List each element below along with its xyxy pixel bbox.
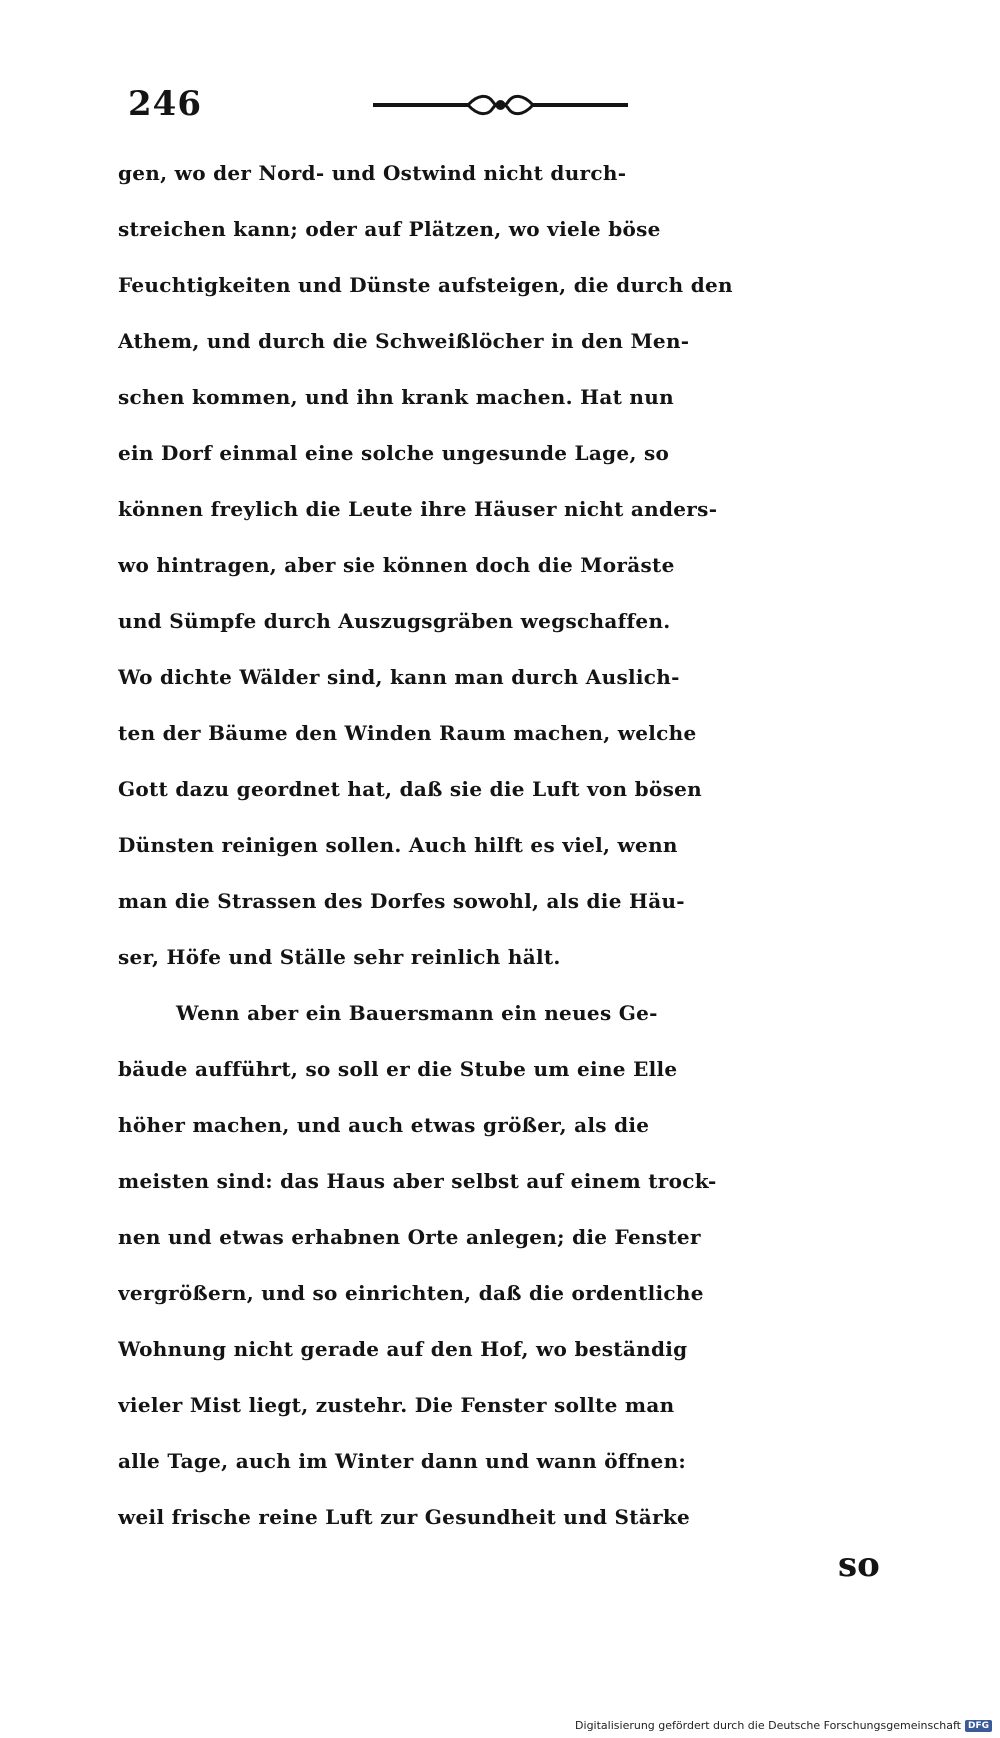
text-line: Wenn aber ein Bauersmann ein neues Ge- xyxy=(176,1001,658,1025)
text-line: können freylich die Leute ihre Häuser nicht anders- xyxy=(118,497,718,521)
text-line: Wohnung nicht gerade auf den Hof, wo beständig xyxy=(118,1337,688,1361)
text-line: alle Tage, auch im Winter dann und wann öffnen: xyxy=(118,1449,687,1473)
digitization-credit xyxy=(575,1719,992,1732)
text-line: weil frische reine Luft zur Gesundheit und Stärke xyxy=(118,1505,691,1529)
page-number: 246 xyxy=(128,84,202,124)
credit-text: Digitalisierung gefördert durch die Deutsche Forschungsgemeinschaft xyxy=(575,1719,961,1732)
text-line: ten der Bäume den Winden Raum machen, welche xyxy=(118,721,697,745)
text-line: Athem, und durch die Schweißlöcher in den Men- xyxy=(118,329,690,353)
header-ornament xyxy=(373,90,628,120)
page-header xyxy=(128,78,628,138)
catchword: so xyxy=(838,1545,880,1585)
text-line: meisten sind: das Haus aber selbst auf einem trock- xyxy=(118,1169,717,1193)
text-line: höher machen, und auch etwas größer, als die xyxy=(118,1113,650,1137)
dfg-logo: DFG xyxy=(965,1720,992,1732)
text-line: gen, wo der Nord- und Ostwind nicht durch- xyxy=(118,161,627,185)
text-line: und Sümpfe durch Auszugsgräben wegschaffen. xyxy=(118,609,671,633)
text-line: Feuchtigkeiten und Dünste aufsteigen, die durch den xyxy=(118,273,733,297)
text-line: wo hintragen, aber sie können doch die Moräste xyxy=(118,553,675,577)
text-line: schen kommen, und ihn krank machen. Hat nun xyxy=(118,385,674,409)
text-line: ser, Höfe und Ställe sehr reinlich hält. xyxy=(118,945,561,969)
text-line: man die Strassen des Dorfes sowohl, als die Häu- xyxy=(118,889,685,913)
text-line: ein Dorf einmal eine solche ungesunde Lage, so xyxy=(118,441,670,465)
text-line: streichen kann; oder auf Plätzen, wo viele böse xyxy=(118,217,661,241)
text-line: Dünsten reinigen sollen. Auch hilft es viel, wenn xyxy=(118,833,678,857)
body-text xyxy=(118,145,918,1545)
text-line: Gott dazu geordnet hat, daß sie die Luft von bösen xyxy=(118,777,703,801)
text-line: Wo dichte Wälder sind, kann man durch Auslich- xyxy=(118,665,680,689)
text-line: vieler Mist liegt, zustehr. Die Fenster sollte man xyxy=(118,1393,675,1417)
text-line: vergrößern, und so einrichten, daß die ordentliche xyxy=(118,1281,704,1305)
text-line: nen und etwas erhabnen Orte anlegen; die Fenster xyxy=(118,1225,701,1249)
text-line: bäude aufführt, so soll er die Stube um eine Elle xyxy=(118,1057,678,1081)
